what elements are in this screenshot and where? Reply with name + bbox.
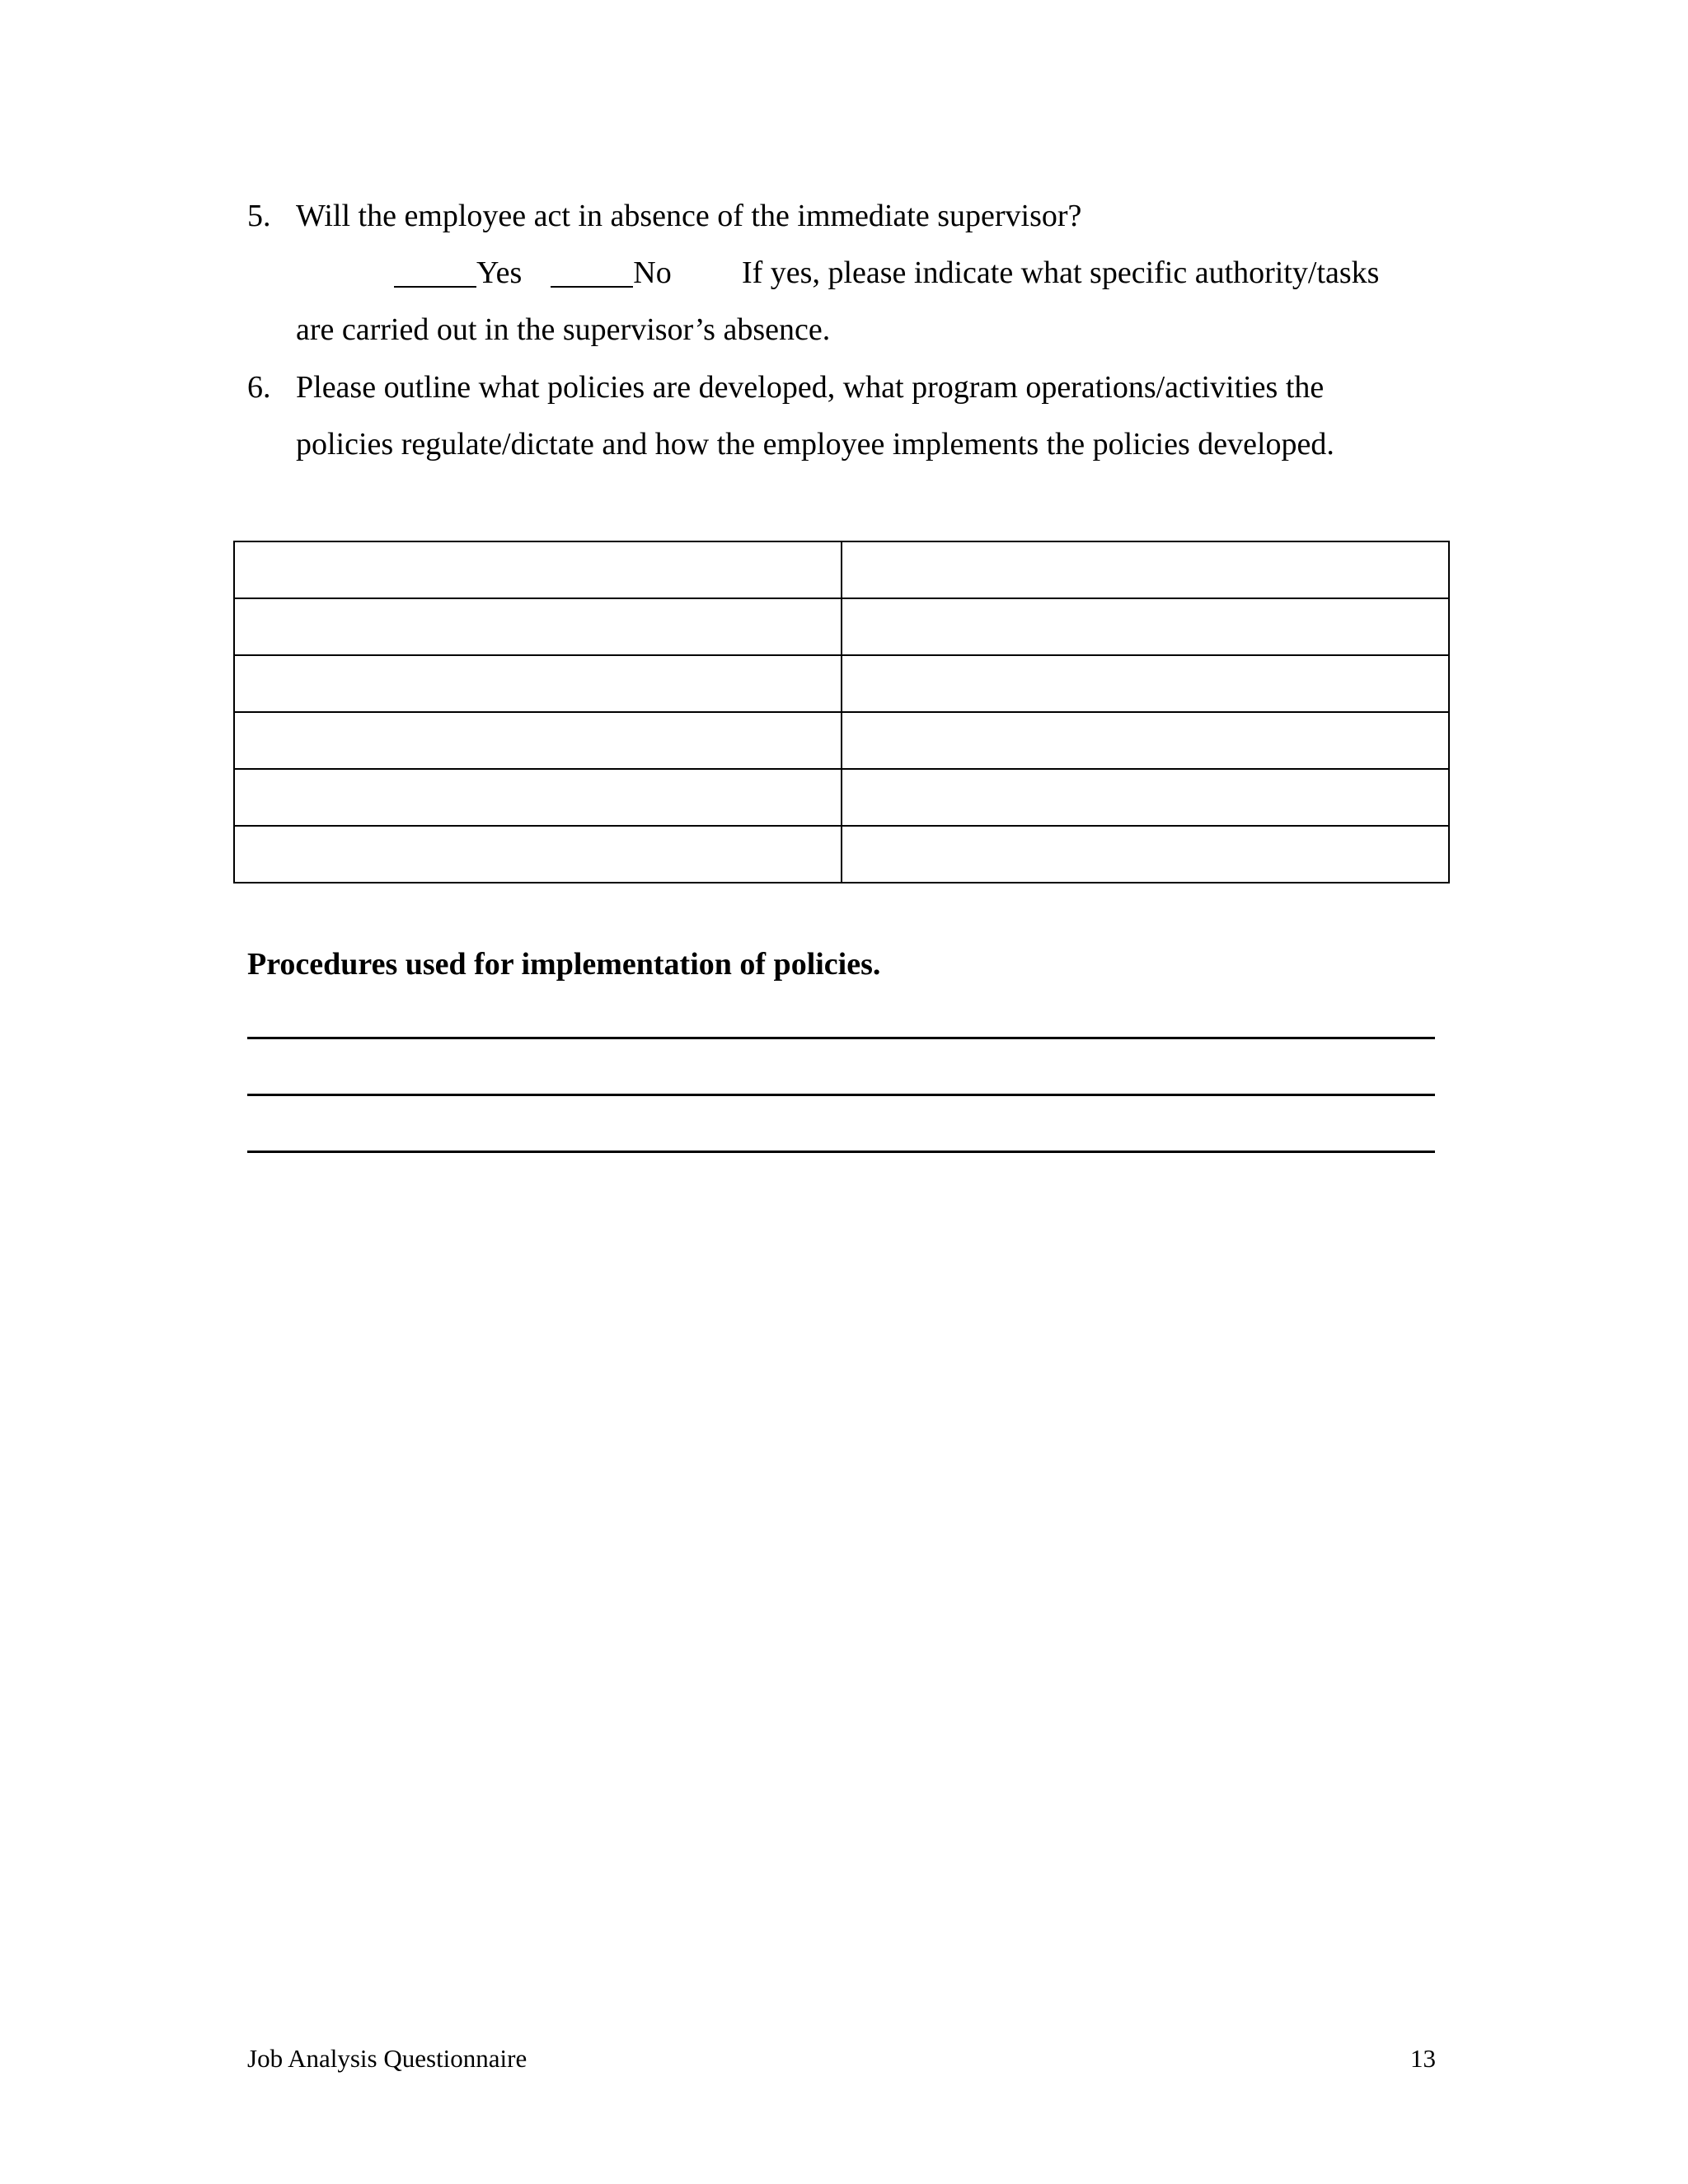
question-text: Will the employee act in absence of the immediate supervisor? [296,199,1082,233]
page-number: 13 [1410,2044,1436,2073]
table-row [234,712,1449,769]
table-row [234,598,1449,655]
question-body [296,188,1450,245]
table-row [234,769,1449,826]
table-cell[interactable] [234,598,842,655]
procedures-heading: Procedures used for implementation of policies. [247,947,881,982]
table-cell[interactable] [234,769,842,826]
question-body [296,302,1450,359]
table-cell[interactable] [842,655,1449,712]
table-cell[interactable] [842,598,1449,655]
question-number: 6. [247,370,271,405]
footer-title: Job Analysis Questionnaire [247,2044,528,2073]
table-cell[interactable] [842,826,1449,883]
table-cell[interactable] [234,541,842,598]
no-label: No [633,255,672,290]
question-body [296,359,1450,473]
policies-table [233,541,1450,883]
if-yes-instruction: If yes, please indicate what specific authority/tasks [742,255,1380,290]
question-number: 5. [247,199,271,233]
table-cell[interactable] [234,826,842,883]
question-text: policies regulate/dictate and how the employee implements the policies developed. [296,427,1334,462]
table-cell[interactable] [842,712,1449,769]
answer-line[interactable] [247,1037,1435,1039]
answer-line[interactable] [247,1094,1435,1096]
table-row [234,826,1449,883]
yes-no-options [394,245,672,302]
yes-label: Yes [476,255,523,290]
answer-line[interactable] [247,1151,1435,1153]
table-cell[interactable] [234,655,842,712]
table-row [234,541,1449,598]
table-row [234,655,1449,712]
table-cell[interactable] [842,541,1449,598]
table-cell[interactable] [234,712,842,769]
table-cell[interactable] [842,769,1449,826]
question-text: Please outline what policies are developed, what program operations/activities the [296,370,1325,405]
question-text: are carried out in the supervisor’s absence. [296,312,831,347]
no-answer-blank[interactable] [551,286,633,288]
yes-answer-blank[interactable] [394,286,476,288]
